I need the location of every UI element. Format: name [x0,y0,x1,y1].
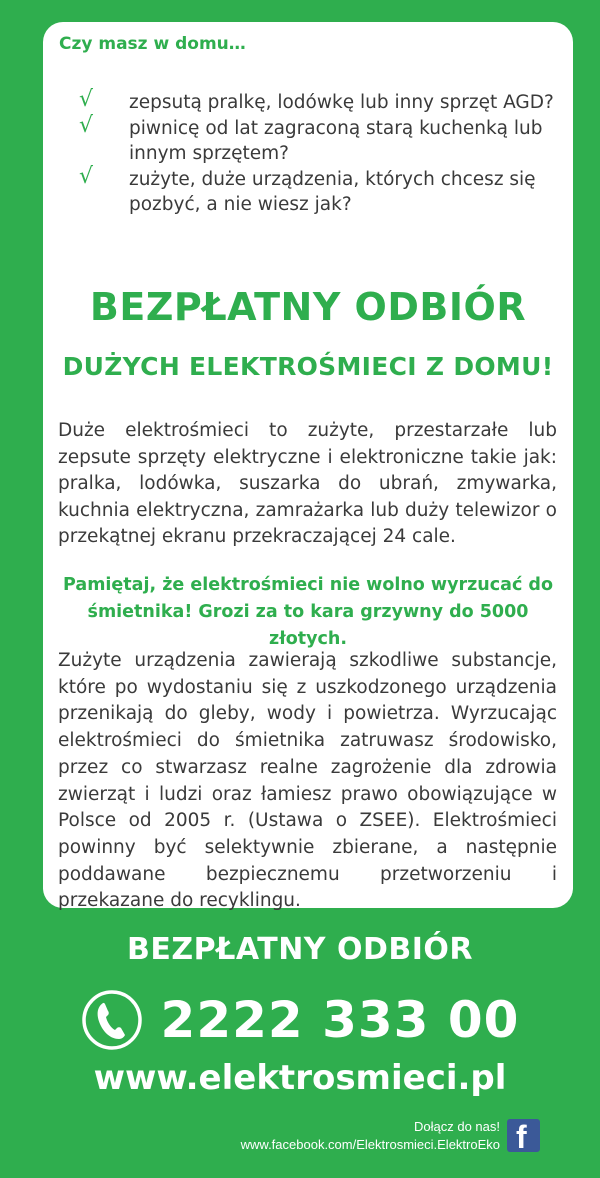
check-icon: √ [79,87,94,112]
phone-icon [81,989,143,1051]
checklist-item-text: piwnicę od lat zagraconą starą kuchenką lub innym sprzętem? [129,118,543,164]
phone-row[interactable] [0,985,600,1055]
social-block [241,1118,500,1154]
facebook-letter: f [516,1119,527,1152]
check-icon: √ [79,164,94,189]
info-card [43,22,573,912]
checklist-item-text: zepsutą pralkę, lodówkę lub inny sprzęt AGD? [129,92,554,113]
warning-line: śmietnika! Grozi za to kara grzywny do 5000 złotych. [87,602,529,649]
checklist-item [79,87,559,115]
checklist-item [79,113,559,166]
checklist [79,87,559,217]
checklist-item-text: zużyte, duże urządzenia, których chcesz się pozbyć, a nie wiesz jak? [129,169,536,215]
headline-free-pickup: BEZPŁATNY ODBIÓR [89,285,527,329]
checklist-item [79,164,559,217]
footer-title: BEZPŁATNY ODBIÓR [126,932,474,967]
warning-notice [48,572,568,653]
environment-paragraph: Zużyte urządzenia zawierają szkodliwe substancje, które po wydostaniu się z uszkodzonego urządzenia przenikają do gleby, wody i powietrza. Wyrzucając elektrośmieci do śmietnika zatruwasz środowisko, przez co stwarzasz realne zagrożenie dla zdrowia zwierząt i ludzi oraz łamiesz prawo obowiązujące w Polsce od 2005 r. (Ustawa o ZSEE). Elektrośmieci powinny być selektywnie zbierane, a następnie poddawane bezpiecznemu przetworzeniu i przekazane do recyklingu. [58,650,557,912]
warning-line: Pamiętaj, że elektrośmieci nie wolno wyrzucać do [63,575,553,595]
facebook-link[interactable]: www.facebook.com/Elektrosmieci.ElektroEko [240,1137,500,1152]
headline-subtitle: DUŻYCH ELEKTROŚMIECI Z DOMU! [62,352,554,381]
check-icon: √ [79,113,94,138]
intro-question: Czy masz w domu… [59,34,246,54]
phone-number[interactable]: 2222 333 00 [160,991,520,1049]
website-link[interactable]: www.elektrosmieci.pl [93,1058,507,1098]
description-paragraph: Duże elektrośmieci to zużyte, przestarzałe lub zepsute sprzęty elektryczne i elektroniczne takie jak: pralka, lodówka, suszarka do ubrań, zmywarka, kuchnia elektryczna, zamrażarka lub duży telewizor o przekątnej ekranu przekraczającej 24 cale. [58,420,557,547]
facebook-icon[interactable] [507,1119,540,1152]
social-cta: Dołącz do nas! [414,1119,500,1134]
